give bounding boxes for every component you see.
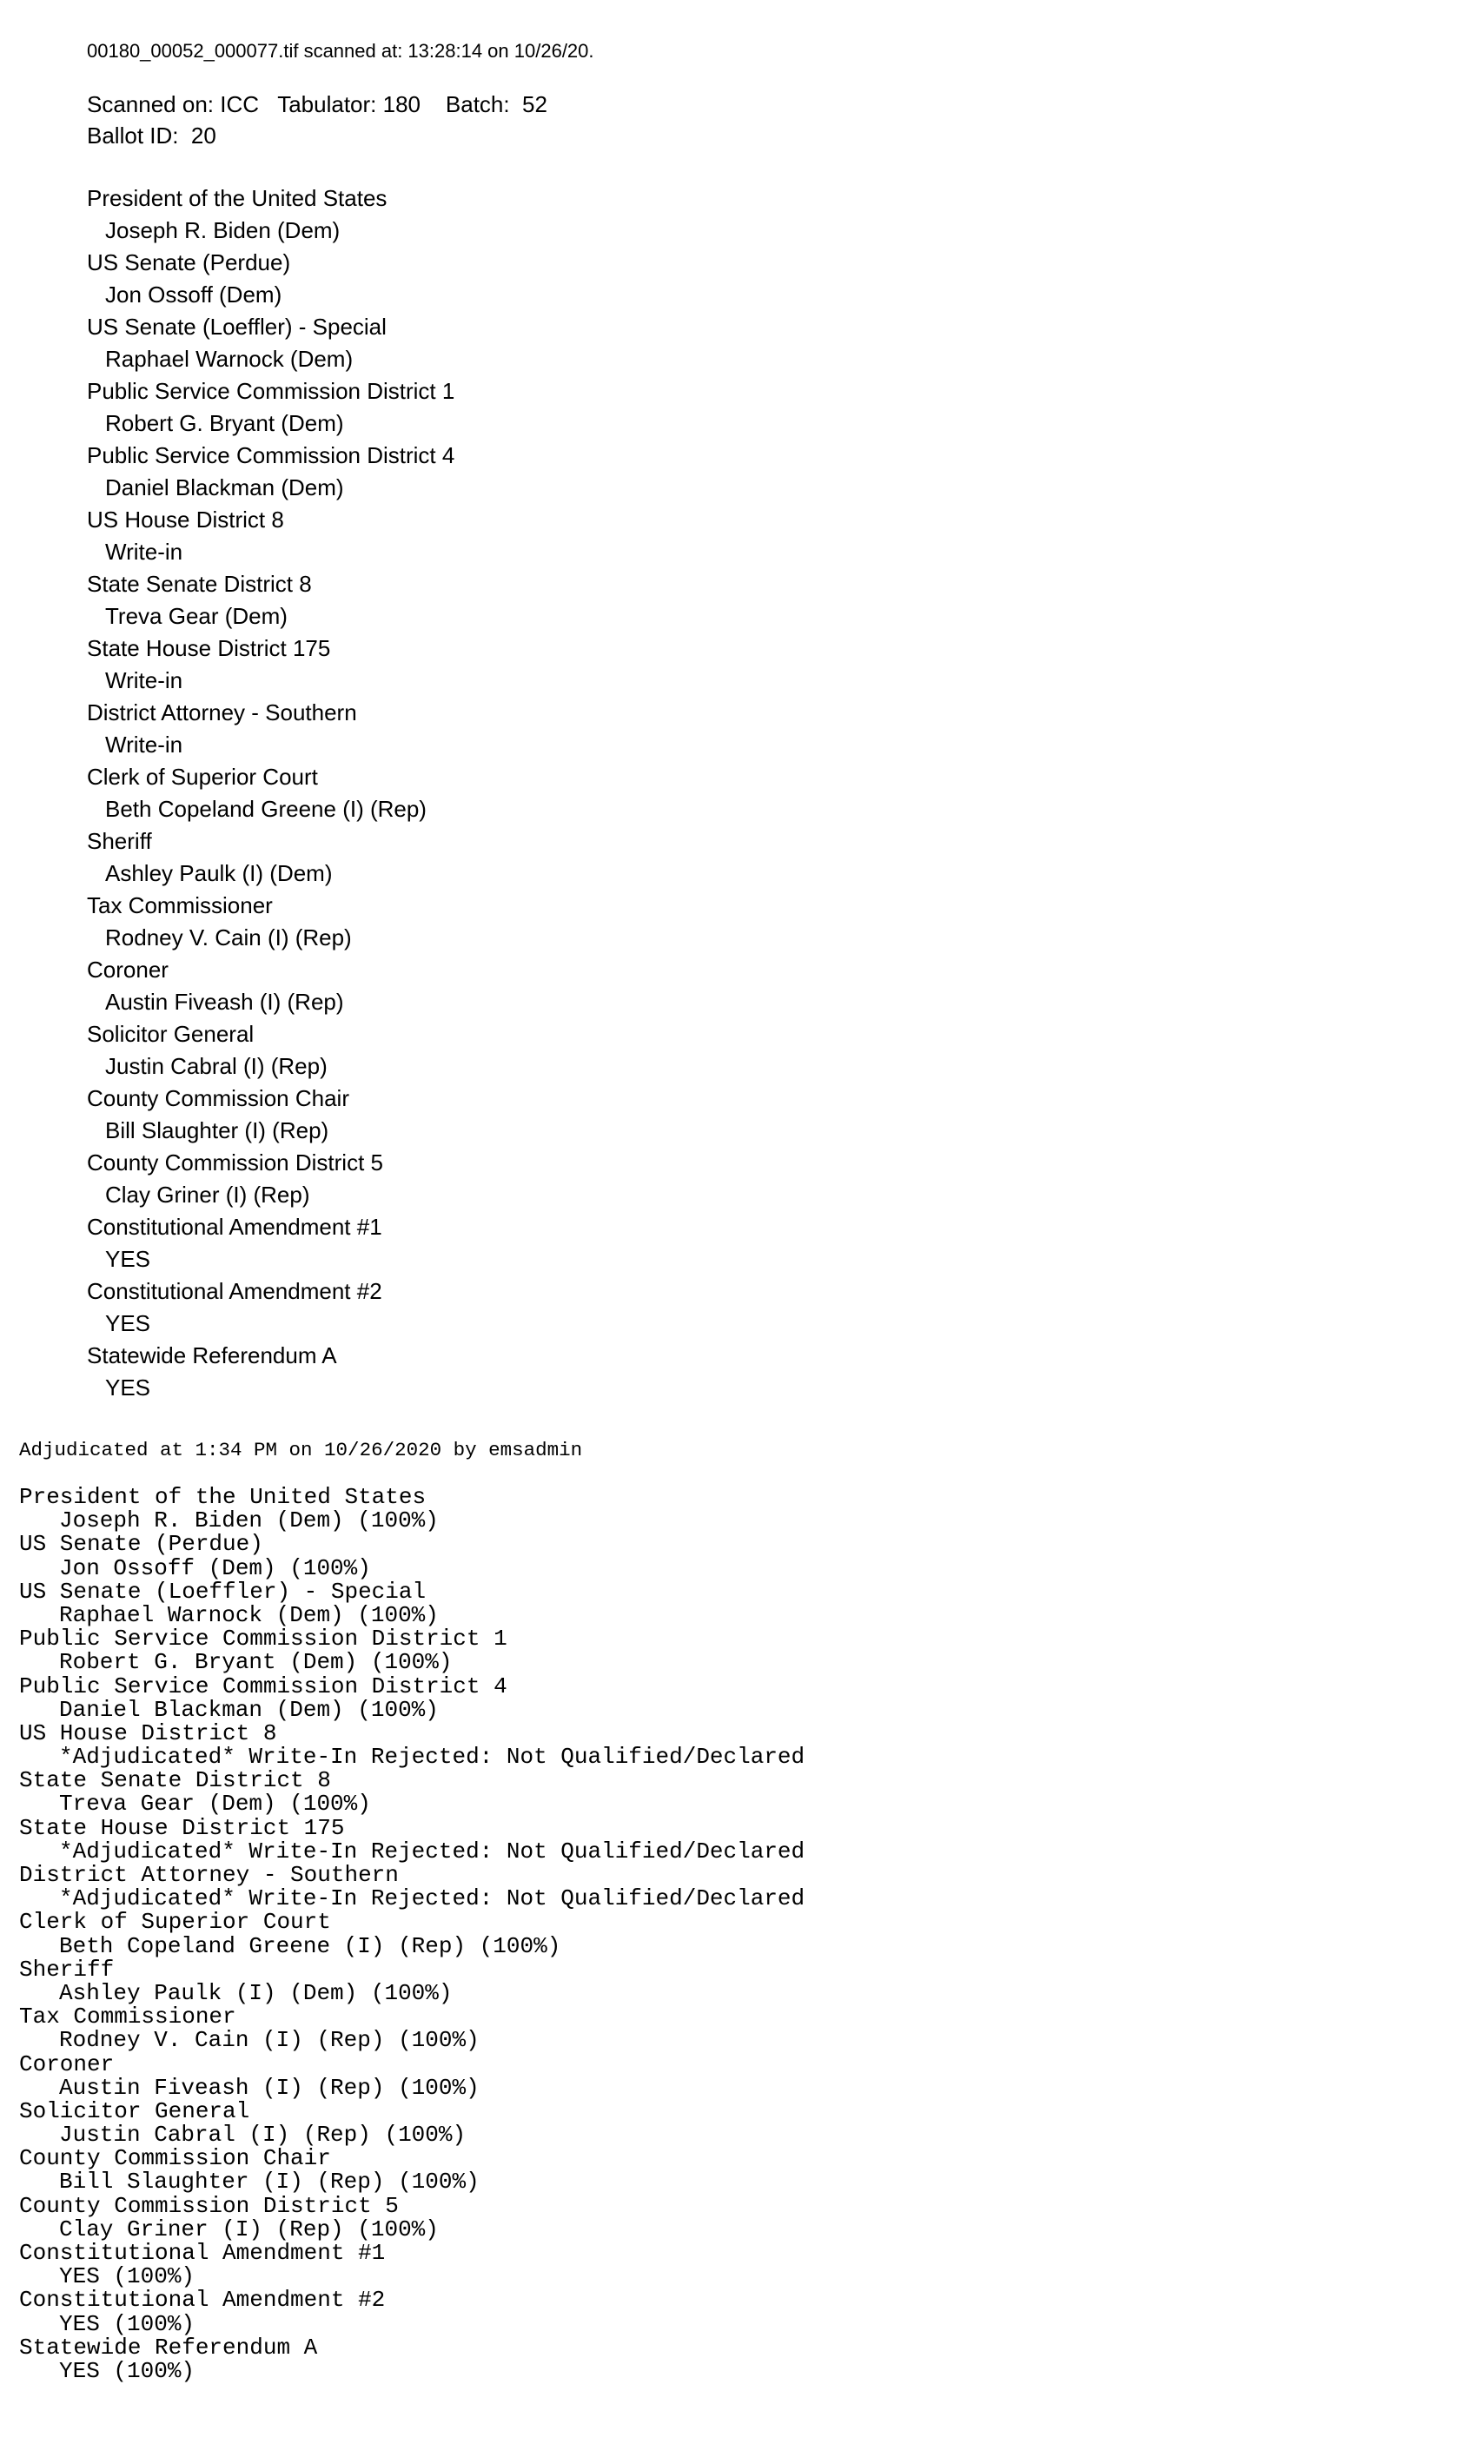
scan-file-line: 00180_00052_000077.tif scanned at: 13:28:14 on 10/26/20. — [87, 40, 594, 62]
adjudicated-race-title: President of the United States — [19, 1484, 427, 1510]
adjudicated-race — [19, 1958, 805, 2005]
adjudicated-race-choice: *Adjudicated* Write-In Rejected: Not Qualified/Declared — [59, 1744, 805, 1771]
adjudicated-race — [19, 2192, 805, 2242]
ballot-race-title: County Commission Chair — [87, 1085, 349, 1111]
ballot-race-title: Coroner — [87, 957, 169, 983]
ballot-race-choice: Raphael Warnock (Dem) — [105, 346, 354, 372]
ballot-race-title: President of the United States — [87, 185, 388, 211]
ballot-race-title: Clerk of Superior Court — [87, 764, 318, 790]
ballot-race — [87, 504, 594, 568]
ballot-race — [87, 890, 594, 954]
ballot-race — [87, 633, 594, 697]
ballot-race — [87, 697, 594, 761]
ballot-race — [87, 1147, 594, 1211]
ballot-race-title: US Senate (Perdue) — [87, 249, 291, 275]
adjudicated-race-title: Public Service Commission District 4 — [19, 1672, 507, 1699]
adjudicated-race-title: Coroner — [19, 2050, 115, 2077]
ballot-race — [87, 1083, 594, 1147]
adjudicated-race — [19, 2005, 805, 2052]
adjudicated-race — [19, 1627, 805, 1674]
ballot-race-title: Solicitor General — [87, 1021, 255, 1047]
adjudicated-race-choice: Joseph R. Biden (Dem) (100%) — [59, 1507, 439, 1534]
ballot-race-title: County Commission District 5 — [87, 1149, 383, 1176]
adjudicated-race — [19, 1814, 805, 1865]
ballot-race — [87, 825, 594, 890]
ballot-race — [87, 375, 594, 440]
adjudicated-race — [19, 1864, 805, 1911]
adjudicated-race-title: Tax Commissioner — [19, 2004, 236, 2030]
ballot-race — [87, 311, 594, 375]
adjudicated-race — [19, 2050, 805, 2101]
adjudicated-race-title: Constitutional Amendment #1 — [19, 2240, 386, 2266]
adjudicated-race — [19, 1486, 805, 1533]
adjudicated-race-choice: Beth Copeland Greene (I) (Rep) (100%) — [59, 1932, 561, 1959]
adjudicated-race-choice: Robert G. Bryant (Dem) (100%) — [59, 1649, 453, 1676]
adjudicated-race-choice: Ashley Paulk (I) (Dem) (100%) — [59, 1979, 453, 2006]
adjudicated-race-title: County Commission District 5 — [19, 2192, 399, 2219]
adjudicated-race — [19, 1911, 805, 1957]
adjudicated-race — [19, 1672, 805, 1723]
adjudicated-race-title: Sheriff — [19, 1956, 115, 1983]
ballot-race-title: State Senate District 8 — [87, 571, 312, 597]
adjudicated-race-choice: Rodney V. Cain (I) (Rep) (100%) — [59, 2027, 480, 2054]
adjudicated-race-title: District Attorney - Southern — [19, 1862, 399, 1888]
adjudicated-race-title: Solicitor General — [19, 2097, 250, 2124]
ballot-race-choice: Write-in — [105, 732, 183, 758]
ballot-race-choice: Daniel Blackman (Dem) — [105, 474, 344, 500]
adjudicated-race-choice: Raphael Warnock (Dem) (100%) — [59, 1601, 439, 1628]
adjudication-races-list — [19, 1486, 805, 2383]
ballot-race-title: Sheriff — [87, 828, 152, 854]
adjudicated-race-choice: Jon Ossoff (Dem) (100%) — [59, 1554, 371, 1581]
adjudicated-race — [19, 2242, 805, 2288]
ballot-race-choice: YES — [105, 1374, 151, 1401]
ballot-race-choice: Rodney V. Cain (I) (Rep) — [105, 924, 352, 950]
adjudicated-race — [19, 2097, 805, 2149]
adjudicated-race-choice: YES (100%) — [59, 2357, 195, 2384]
ballot-race-choice: Beth Copeland Greene (I) (Rep) — [105, 796, 427, 822]
ballot-race-choice: Robert G. Bryant (Dem) — [105, 410, 344, 436]
ballot-race-title: Constitutional Amendment #2 — [87, 1278, 382, 1304]
ballot-race-choice: YES — [105, 1310, 151, 1336]
adjudicated-race-title: County Commission Chair — [19, 2145, 331, 2172]
adjudicated-race-choice: Treva Gear (Dem) (100%) — [59, 1791, 371, 1818]
adjudicated-race-title: Public Service Commission District 1 — [19, 1626, 507, 1653]
ballot-race-choice: Clay Griner (I) (Rep) — [105, 1182, 310, 1208]
ballot-race-choice: Bill Slaughter (I) (Rep) — [105, 1117, 329, 1143]
ballot-race-title: Constitutional Amendment #1 — [87, 1214, 382, 1240]
ballot-race-choice: Write-in — [105, 667, 183, 693]
ballot-race — [87, 954, 594, 1018]
ballot-race-choice: Justin Cabral (I) (Rep) — [105, 1053, 328, 1079]
adjudicated-race-choice: *Adjudicated* Write-In Rejected: Not Qualified/Declared — [59, 1838, 805, 1865]
ballot-race-choice: Ashley Paulk (I) (Dem) — [105, 860, 333, 886]
adjudicated-race-choice: YES (100%) — [59, 2263, 195, 2290]
adjudicated-race — [19, 1533, 805, 1580]
ballot-race-choice: YES — [105, 1246, 151, 1272]
ballot-race-choice: Joseph R. Biden (Dem) — [105, 217, 341, 243]
ballot-race — [87, 182, 594, 247]
ballot-race-title: Tax Commissioner — [87, 892, 273, 918]
adjudicated-race-title: Constitutional Amendment #2 — [19, 2287, 386, 2314]
adjudicated-race-title: Statewide Referendum A — [19, 2334, 318, 2361]
adjudicated-race — [19, 2336, 805, 2383]
adjudicated-race — [19, 1719, 805, 1771]
ballot-race — [87, 1275, 594, 1340]
adjudicated-race-choice: Daniel Blackman (Dem) (100%) — [59, 1696, 439, 1723]
adjudicated-race-choice: Austin Fiveash (I) (Rep) (100%) — [59, 2074, 480, 2101]
adjudicated-race-choice: YES (100%) — [59, 2310, 195, 2337]
ballot-race-choice: Treva Gear (Dem) — [105, 603, 288, 629]
adjudicated-race-choice: Bill Slaughter (I) (Rep) (100%) — [59, 2169, 480, 2196]
adjudicated-race — [19, 2147, 805, 2194]
ballot-race-title: Public Service Commission District 4 — [87, 442, 455, 468]
adjudicated-race-choice: Justin Cabral (I) (Rep) (100%) — [59, 2122, 467, 2149]
ballot-race-title: US House District 8 — [87, 507, 284, 533]
ballot-race-choice: Austin Fiveash (I) (Rep) — [105, 989, 344, 1015]
adjudicated-race-title: State House District 175 — [19, 1814, 345, 1841]
ballot-races-list — [87, 182, 594, 1404]
ballot-race-choice: Write-in — [105, 539, 183, 565]
adjudicated-race — [19, 2288, 805, 2335]
ballot-race — [87, 761, 594, 825]
ballot-race-title: Public Service Commission District 1 — [87, 378, 455, 404]
ballot-race — [87, 440, 594, 504]
adjudicated-race-title: US House District 8 — [19, 1719, 277, 1746]
scan-section — [87, 38, 594, 1404]
adjudicated-race-title: US Senate (Perdue) — [19, 1531, 263, 1558]
scanner-meta-line: Scanned on: ICC Tabulator: 180 Batch: 52 — [87, 91, 547, 117]
ballot-race — [87, 1340, 594, 1404]
adjudication-header: Adjudicated at 1:34 PM on 10/26/2020 by emsadmin — [19, 1439, 583, 1461]
ballot-race-title: US Senate (Loeffler) - Special — [87, 314, 387, 340]
adjudicated-race-choice: *Adjudicated* Write-In Rejected: Not Qualified/Declared — [59, 1885, 805, 1912]
adjudicated-race — [19, 1769, 805, 1816]
adjudicated-race-choice: Clay Griner (I) (Rep) (100%) — [59, 2216, 439, 2242]
adjudicated-race-title: State Senate District 8 — [19, 1767, 331, 1794]
ballot-race-title: District Attorney - Southern — [87, 699, 357, 725]
ballot-race — [87, 1211, 594, 1275]
ballot-race — [87, 568, 594, 633]
ballot-id-line: Ballot ID: 20 — [87, 123, 216, 149]
adjudicated-race — [19, 1580, 805, 1627]
ballot-race — [87, 247, 594, 311]
ballot-race-choice: Jon Ossoff (Dem) — [105, 282, 282, 308]
ballot-race — [87, 1018, 594, 1083]
adjudicated-race-title: Clerk of Superior Court — [19, 1909, 331, 1936]
adjudication-section — [19, 1439, 805, 2383]
ballot-race-title: State House District 175 — [87, 635, 331, 661]
ballot-race-title: Statewide Referendum A — [87, 1342, 337, 1368]
adjudicated-race-title: US Senate (Loeffler) - Special — [19, 1578, 427, 1605]
